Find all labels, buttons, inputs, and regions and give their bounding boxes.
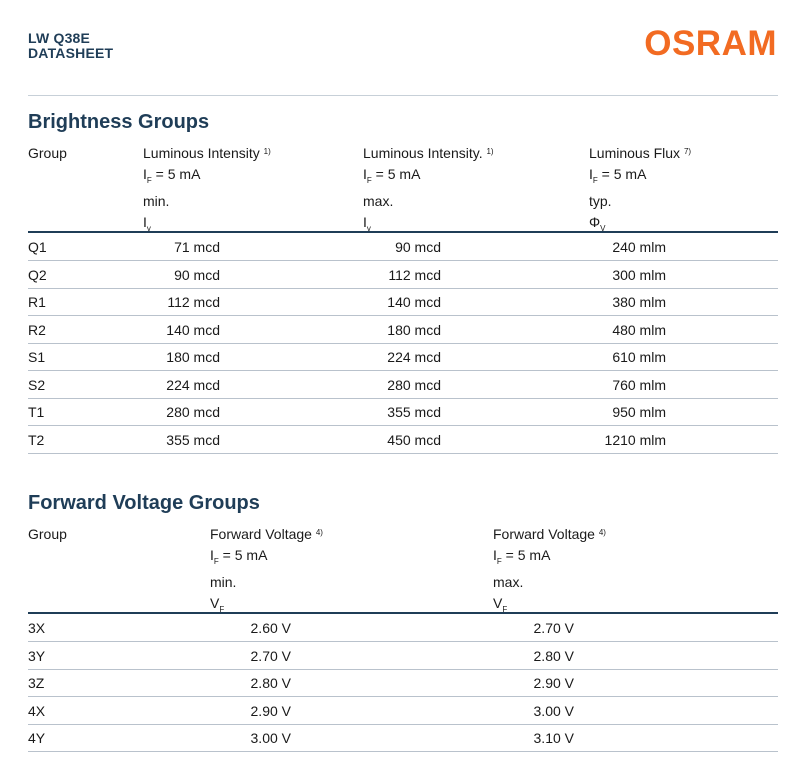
- header-divider: [28, 95, 778, 96]
- value-cell: 112 mcd: [167, 294, 220, 310]
- value-cell: 2.80 V: [250, 675, 291, 691]
- cond-value: = 5 mA: [501, 547, 551, 563]
- value-cell: 224 mcd: [166, 377, 220, 393]
- col-symbol-sub: F: [219, 605, 225, 614]
- brightness-col-max: [363, 143, 494, 239]
- col-label: Forward Voltage: [210, 526, 312, 542]
- value-cell: 140 mcd: [387, 294, 441, 310]
- cond-value: = 5 mA: [151, 166, 201, 182]
- document-title: [28, 31, 113, 61]
- col-kind: min.: [143, 193, 170, 209]
- cond-symbol: I: [143, 166, 147, 182]
- table-row: [28, 371, 778, 399]
- brightness-groups-title: Brightness Groups: [28, 111, 210, 133]
- footnote-ref: 1): [486, 147, 494, 156]
- cond-sub: F: [213, 557, 219, 566]
- voltage-col-min: [210, 524, 323, 620]
- document-type: DATASHEET: [28, 45, 114, 61]
- cond-value: = 5 mA: [597, 166, 647, 182]
- table-row: [28, 697, 778, 725]
- value-cell: 240 mlm: [612, 239, 666, 255]
- voltage-col-group: [28, 524, 67, 545]
- value-cell: 950 mlm: [612, 404, 666, 420]
- product-name: LW Q38E: [28, 30, 91, 46]
- table-row: [28, 398, 778, 426]
- cond-value: = 5 mA: [218, 547, 268, 563]
- col-label: Luminous Flux: [589, 145, 681, 161]
- value-cell: 1210 mlm: [604, 432, 666, 448]
- value-cell: 2.90 V: [533, 675, 574, 691]
- value-cell: 3.10 V: [533, 730, 574, 746]
- value-cell: 2.90 V: [250, 703, 291, 719]
- footnote-ref: 4): [315, 528, 323, 537]
- col-kind: typ.: [589, 193, 612, 209]
- cond-sub: F: [496, 557, 502, 566]
- value-cell: 2.80 V: [533, 648, 574, 664]
- voltage-col-max: [493, 524, 606, 620]
- value-cell: 380 mlm: [612, 294, 666, 310]
- value-cell: 280 mcd: [166, 404, 220, 420]
- group-cell: R2: [28, 322, 46, 338]
- cond-symbol: I: [493, 547, 497, 563]
- cond-symbol: I: [363, 166, 367, 182]
- group-cell: S1: [28, 349, 46, 365]
- table-row: [28, 343, 778, 371]
- col-symbol: V: [493, 595, 503, 611]
- value-cell: 90 mcd: [395, 239, 441, 255]
- col-label: Luminous Intensity: [143, 145, 260, 161]
- group-cell: R1: [28, 294, 46, 310]
- cond-symbol: I: [210, 547, 214, 563]
- value-cell: 300 mlm: [612, 267, 666, 283]
- value-cell: 3.00 V: [250, 730, 291, 746]
- col-symbol: I: [143, 214, 147, 230]
- value-cell: 760 mlm: [612, 377, 666, 393]
- col-label: Luminous Intensity.: [363, 145, 483, 161]
- cond-symbol: I: [589, 166, 593, 182]
- value-cell: 280 mcd: [387, 377, 441, 393]
- group-cell: T2: [28, 432, 45, 448]
- group-cell: 4X: [28, 703, 46, 719]
- value-cell: 480 mlm: [612, 322, 666, 338]
- group-cell: T1: [28, 404, 45, 420]
- value-cell: 90 mcd: [174, 267, 220, 283]
- col-kind: max.: [493, 574, 524, 590]
- value-cell: 355 mcd: [166, 432, 220, 448]
- value-cell: 610 mlm: [612, 349, 666, 365]
- col-label: Group: [28, 145, 67, 161]
- value-cell: 112 mcd: [388, 267, 441, 283]
- table-row: [28, 642, 778, 670]
- brightness-col-min: [143, 143, 271, 239]
- value-cell: 140 mcd: [166, 322, 220, 338]
- table-row: [28, 261, 778, 289]
- value-cell: 180 mcd: [387, 322, 441, 338]
- value-cell: 3.00 V: [533, 703, 574, 719]
- col-symbol: I: [363, 214, 367, 230]
- forward-voltage-groups-title: Forward Voltage Groups: [28, 492, 260, 514]
- table-row: [28, 669, 778, 697]
- cond-sub: F: [146, 176, 152, 185]
- col-kind: max.: [363, 193, 394, 209]
- value-cell: 2.70 V: [250, 648, 291, 664]
- col-symbol-sub: F: [502, 605, 508, 614]
- table-row: [28, 316, 778, 344]
- col-symbol: Φ: [589, 214, 601, 230]
- group-cell: Q1: [28, 239, 47, 255]
- group-cell: 3Z: [28, 675, 45, 691]
- group-cell: 3Y: [28, 648, 46, 664]
- osram-logo: OSRAM: [644, 24, 777, 63]
- col-label: Group: [28, 526, 67, 542]
- cond-sub: F: [592, 176, 598, 185]
- brightness-col-group: [28, 143, 67, 164]
- group-cell: Q2: [28, 267, 47, 283]
- col-symbol: V: [210, 595, 220, 611]
- cond-sub: F: [366, 176, 372, 185]
- footnote-ref: 7): [683, 147, 692, 156]
- value-cell: 224 mcd: [387, 349, 441, 365]
- table-row: [28, 426, 778, 454]
- value-cell: 450 mcd: [387, 432, 441, 448]
- col-symbol-sub: V: [600, 224, 606, 233]
- value-cell: 71 mcd: [174, 239, 220, 255]
- value-cell: 2.60 V: [250, 620, 291, 636]
- col-symbol-sub: v: [146, 224, 151, 233]
- value-cell: 355 mcd: [387, 404, 441, 420]
- col-symbol-sub: v: [366, 224, 371, 233]
- table-row: [28, 288, 778, 316]
- cond-value: = 5 mA: [371, 166, 421, 182]
- table-row: [28, 614, 778, 642]
- col-label: Forward Voltage: [493, 526, 595, 542]
- value-cell: 180 mcd: [166, 349, 220, 365]
- footnote-ref: 4): [598, 528, 606, 537]
- value-cell: 2.70 V: [533, 620, 574, 636]
- group-cell: 3X: [28, 620, 46, 636]
- brightness-col-flux: [589, 143, 691, 239]
- group-cell: 4Y: [28, 730, 46, 746]
- table-row: [28, 724, 778, 752]
- col-kind: min.: [210, 574, 237, 590]
- table-row: [28, 233, 778, 261]
- group-cell: S2: [28, 377, 46, 393]
- footnote-ref: 1): [263, 147, 271, 156]
